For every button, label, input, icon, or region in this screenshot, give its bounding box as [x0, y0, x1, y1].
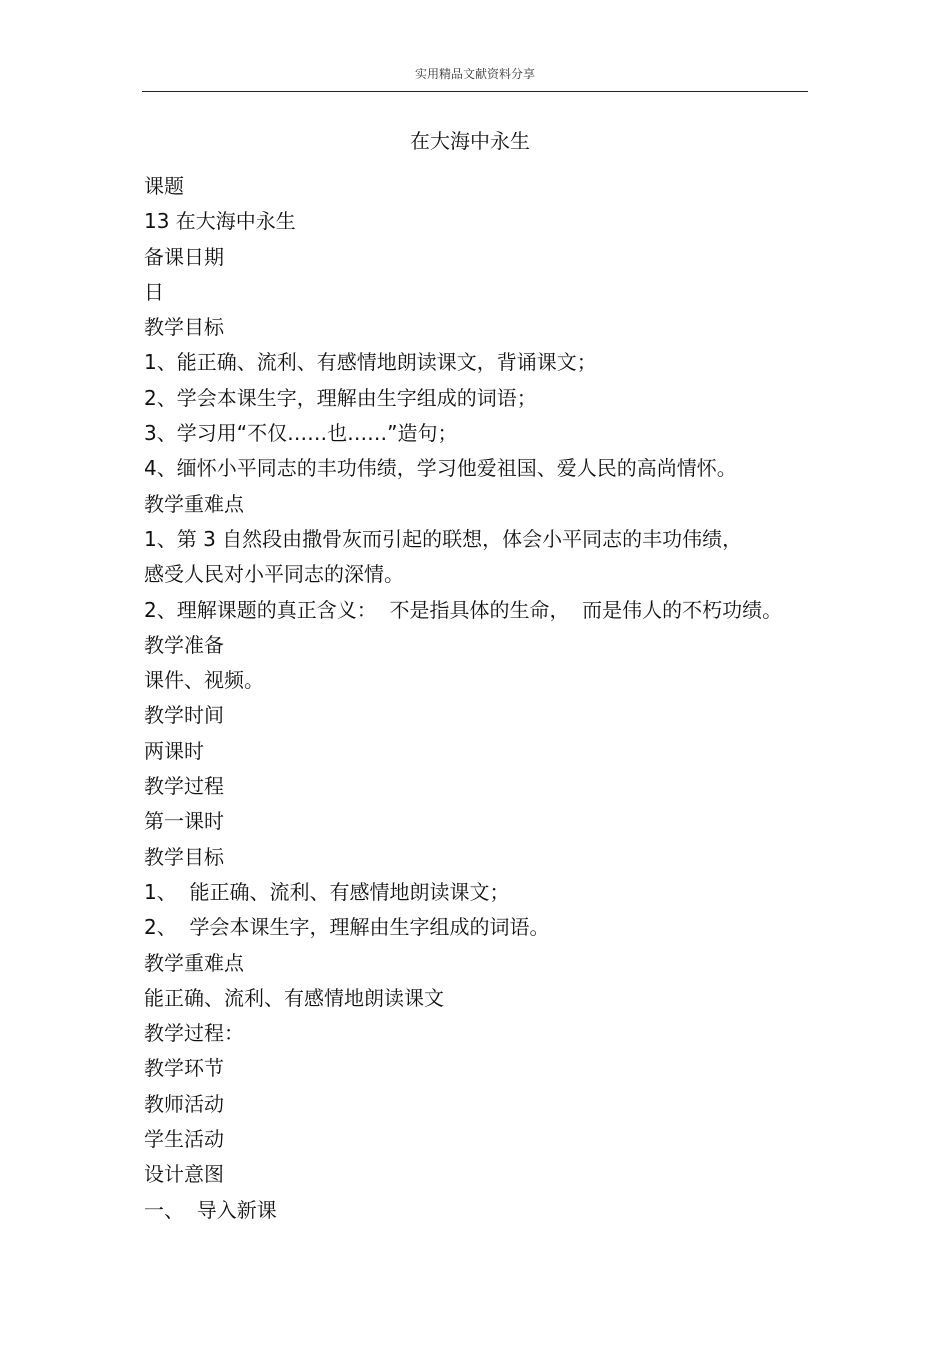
section-heading: 教学过程： — [144, 1021, 244, 1046]
prep-date-value: 日 — [144, 279, 164, 304]
document-title: 在大海中永生 — [410, 129, 530, 153]
body-line: 2、学会本课生字，理解由生字组成的词语； — [144, 385, 537, 410]
body-line: 1、第 3 自然段由撒骨灰而引起的联想，体会小平同志的丰功伟绩， — [144, 526, 743, 551]
body-line: 4、缅怀小平同志的丰功伟绩，学习他爱祖国、爱人民的高尚情怀。 — [144, 456, 737, 481]
body-line: 2、理解课题的真正含义： 不是指具体的生命， 而是伟人的不朽功绩。 — [144, 597, 783, 622]
page-header: 实用精品文献资料分享 — [414, 67, 535, 81]
table-header-cell: 设计意图 — [144, 1162, 224, 1187]
header-divider — [142, 91, 808, 92]
body-line: 两课时 — [144, 738, 204, 763]
body-line: 课件、视频。 — [144, 668, 264, 693]
body-line: 第一课时 — [144, 809, 224, 834]
table-header-cell: 教师活动 — [144, 1091, 224, 1116]
body-line: 1、能正确、流利、有感情地朗读课文，背诵课文； — [144, 350, 597, 375]
section-heading: 教学准备 — [144, 632, 224, 657]
section-heading: 教学时间 — [144, 703, 224, 728]
document-body — [144, 169, 824, 1228]
body-line: 2、 学会本课生字，理解由生字组成的词语。 — [144, 915, 550, 940]
lesson-title-label: 课题 — [144, 174, 184, 198]
section-heading: 教学重难点 — [144, 491, 244, 516]
prep-date-label: 备课日期 — [144, 244, 224, 269]
lesson-title-value: 13 在大海中永生 — [144, 209, 296, 234]
table-header-cell: 教学环节 — [144, 1056, 224, 1081]
section-heading: 教学目标 — [144, 315, 224, 340]
body-line: 能正确、流利、有感情地朗读课文 — [144, 985, 444, 1010]
section-heading: 教学目标 — [144, 844, 224, 869]
body-line: 感受人民对小平同志的深情。 — [144, 562, 404, 587]
section-heading: 教学过程 — [144, 774, 224, 799]
section-heading: 教学重难点 — [144, 950, 244, 975]
table-header-cell: 学生活动 — [144, 1127, 224, 1152]
body-line: 1、 能正确、流利、有感情地朗读课文； — [144, 879, 510, 904]
body-line: 3、学习用“不仅……也……”造句； — [144, 421, 458, 446]
body-line: 一、 导入新课 — [144, 1197, 277, 1222]
